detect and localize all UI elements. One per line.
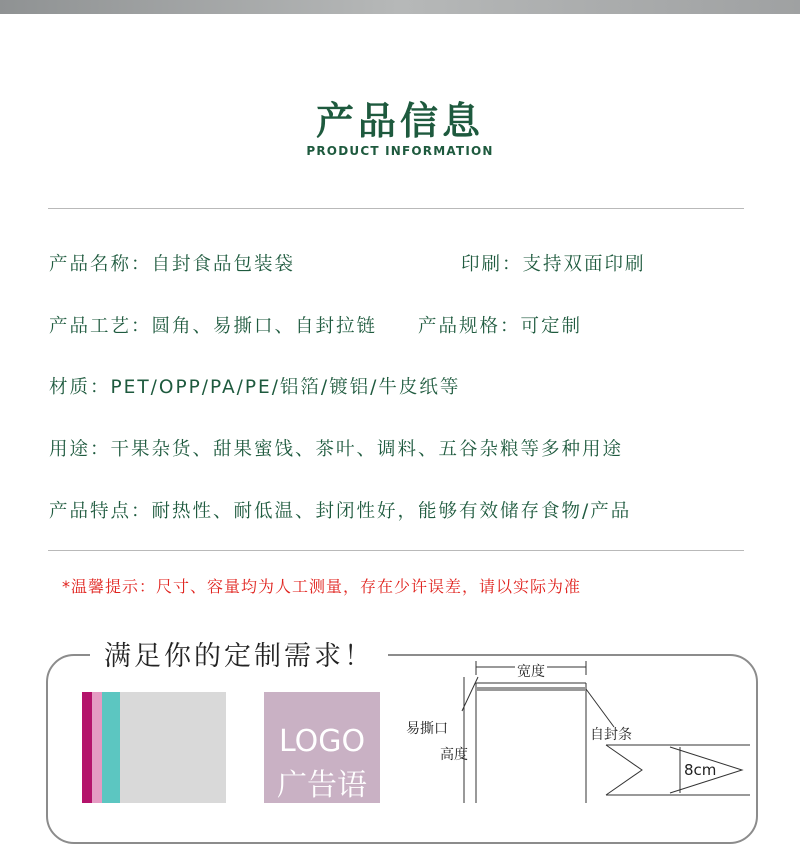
gusset-fold-left <box>606 745 642 795</box>
logo-sample-box <box>264 692 380 803</box>
top-banner-strip <box>0 0 800 14</box>
info-material: 材质：PET/OPP/PA/PE/铝箔/镀铝/牛皮纸等 <box>49 377 461 398</box>
divider-top <box>48 208 744 209</box>
info-craft: 产品工艺：圆角、易撕口、自封拉链 <box>49 316 378 337</box>
divider-bottom <box>48 550 744 551</box>
bag-dimension-diagram <box>400 655 760 803</box>
info-product-name: 产品名称：自封食品包装袋 <box>49 254 296 275</box>
stripe-teal <box>102 692 120 803</box>
label-tear: 易撕口 <box>406 721 448 737</box>
bag-body <box>120 692 226 803</box>
label-zipper: 自封条 <box>590 727 632 743</box>
section-subtitle: PRODUCT INFORMATION <box>306 144 494 158</box>
label-gusset: 8cm <box>684 761 717 779</box>
label-height: 高度 <box>440 747 468 763</box>
custom-title: 满足你的定制需求！ <box>90 634 388 673</box>
slogan-text: 广告语 <box>277 768 367 803</box>
section-title: 产品信息 <box>315 99 484 143</box>
stripe-magenta <box>82 692 92 803</box>
logo-text: LOGO <box>278 724 366 759</box>
info-printing: 印刷：支持双面印刷 <box>461 254 646 275</box>
info-spec: 产品规格：可定制 <box>418 316 583 337</box>
info-usage: 用途：干果杂货、甜果蜜饯、茶叶、调料、五谷杂粮等多种用途 <box>49 439 624 460</box>
stripe-pink <box>92 692 102 803</box>
info-features: 产品特点：耐热性、耐低温、封闭性好，能够有效储存食物/产品 <box>49 501 632 522</box>
zipper-pointer <box>586 689 614 727</box>
label-width: 宽度 <box>515 661 547 681</box>
measurement-note: *温馨提示：尺寸、容量均为人工测量，存在少许误差，请以实际为准 <box>62 577 582 596</box>
